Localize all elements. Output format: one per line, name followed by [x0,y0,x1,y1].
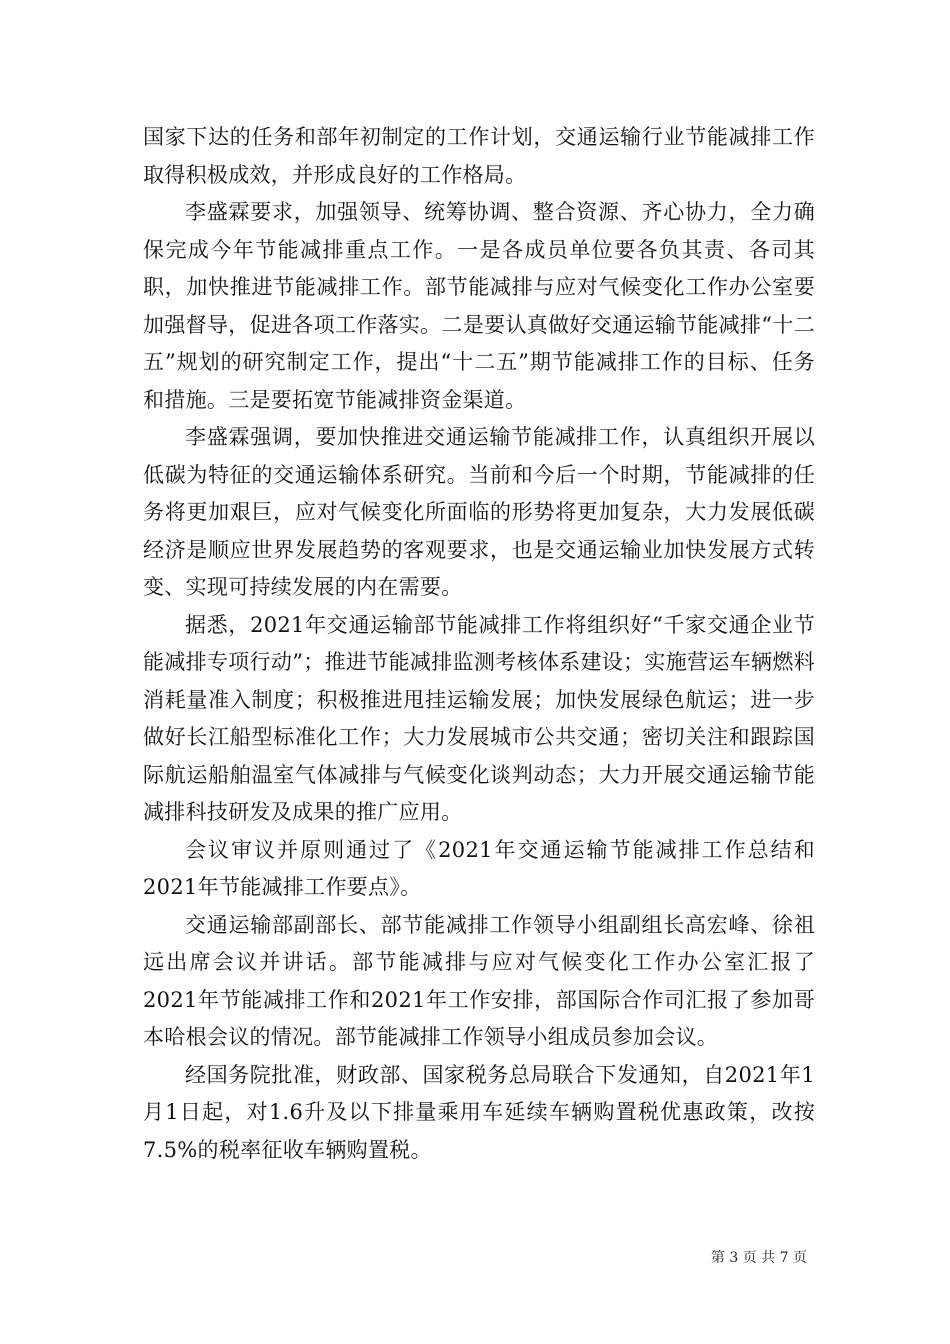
document-body [143,119,815,1169]
paragraph-7: 经国务院批准，财政部、国家税务总局联合下发通知，自2021年1月1日起，对1.6升及以下排量乘用车延续车辆购置税优惠政策，改按7.5%的税率征收车辆购置税。 [143,1062,815,1162]
paragraph-5: 会议审议并原则通过了《2021年交通运输节能减排工作总结和2021年节能减排工作要点》。 [143,837,815,899]
page-number: 第 3 页 共 7 页 [710,1250,807,1266]
paragraph-2: 李盛霖要求，加强领导、统筹协调、整合资源、齐心协力，全力确保完成今年节能减排重点工作。一是各成员单位要各负其责、各司其职，加快推进节能减排工作。部节能减排与应对气候变化工作办公室要加强督导，促进各项工作落实。二是要认真做好交通运输节能减排“十二五”规划的研究制定工作，提出“十二五”期节能减排工作的目标、任务和措施。三是要拓宽节能减排资金渠道。 [143,200,815,412]
paragraph-1: 国家下达的任务和部年初制定的工作计划，交通运输行业节能减排工作取得积极成效，并形成良好的工作格局。 [143,125,815,187]
paragraph-3: 李盛霖强调，要加快推进交通运输节能减排工作，认真组织开展以低碳为特征的交通运输体系研究。当前和今后一个时期，节能减排的任务将更加艰巨，应对气候变化所面临的形势将更加复杂，大力发展低碳经济是顺应世界发展趋势的客观要求，也是交通运输业加快发展方式转变、实现可持续发展的内在需要。 [143,425,815,599]
paragraph-4: 据悉，2021年交通运输部节能减排工作将组织好“千家交通企业节能减排专项行动”；推进节能减排监测考核体系建设；实施营运车辆燃料消耗量准入制度；积极推进甩挂运输发展；加快发展绿色航运；进一步做好长江船型标准化工作；大力发展城市公共交通；密切关注和跟踪国际航运船舶温室气体减排与气候变化谈判动态；大力开展交通运输节能减排科技研发及成果的推广应用。 [143,612,815,824]
paragraph-6: 交通运输部副部长、部节能减排工作领导小组副组长高宏峰、徐祖远出席会议并讲话。部节能减排与应对气候变化工作办公室汇报了2021年节能减排工作和2021年工作安排，部国际合作司汇报了参加哥本哈根会议的情况。部节能减排工作领导小组成员参加会议。 [143,912,815,1049]
